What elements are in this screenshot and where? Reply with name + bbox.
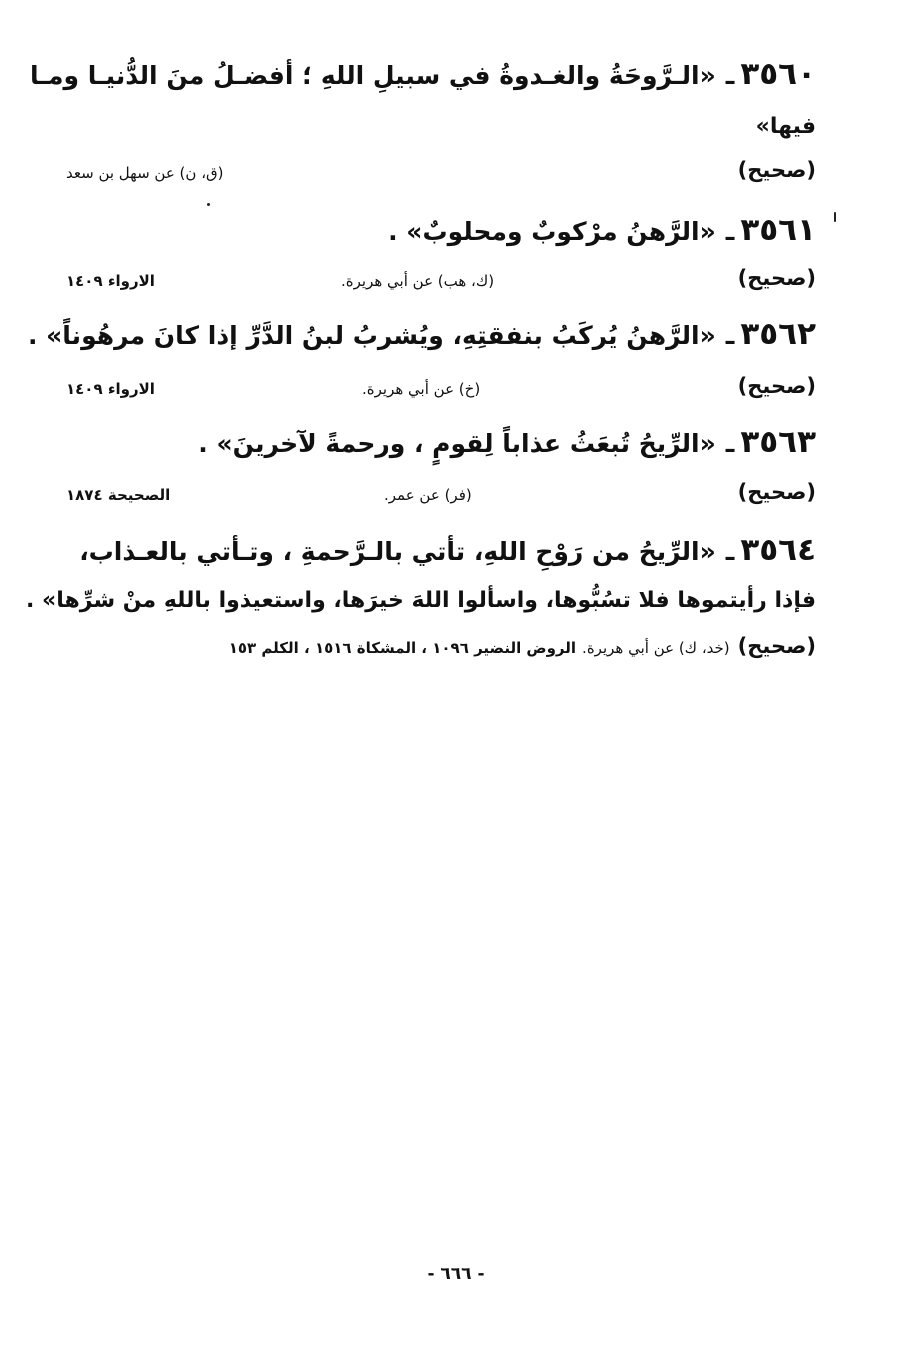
source-text: (ك، هب) عن أبي هريرة.	[341, 272, 495, 290]
grade-label: (صحيح)	[737, 374, 816, 398]
hadith-number: ٣٥٦٤	[740, 532, 816, 568]
hadith-3564-grade-row	[66, 634, 816, 658]
hadith-text: «الرِّيحُ تُبعَثُ عذاباً لِقومٍ ، ورحمةً لآخرينَ» .	[198, 429, 716, 458]
reference-text: الارواء ١٤٠٩	[66, 380, 155, 398]
reference-text: الروض النضير ١٠٩٦ ، المشكاة ١٥١٦ ، الكلم ١٥٣	[228, 639, 577, 657]
hadith-text: «الرَّهنُ مرْكوبٌ ومحلوبٌ» .	[388, 217, 716, 246]
hadith-3562-line-1	[27, 316, 816, 352]
source-text: (خد، ك) عن أبي هريرة.	[582, 639, 730, 657]
hadith-number: ٣٥٦٢	[740, 316, 816, 352]
reference-text: الصحيحة ١٨٧٤	[66, 486, 171, 504]
hadith-number: ٣٥٦٠	[740, 56, 816, 92]
reference-text: الارواء ١٤٠٩	[66, 272, 155, 290]
hadith-3561-grade-row	[66, 266, 816, 302]
hadith-3560-line-1	[30, 56, 816, 92]
dash: ـ	[725, 537, 735, 566]
hadith-number: ٣٥٦١	[740, 212, 816, 248]
hadith-number: ٣٥٦٣	[740, 424, 816, 460]
grade-label: (صحيح)	[737, 634, 816, 658]
scan-speck	[834, 212, 836, 222]
dash: ـ	[725, 429, 735, 458]
hadith-text: «الـرَّوحَةُ والغـدوةُ في سبيلِ اللهِ ؛ أفضـلُ منَ الدُّنيـا ومـا	[30, 61, 716, 90]
dash: ـ	[725, 61, 735, 90]
grade-label: (صحيح)	[737, 266, 816, 290]
hadith-3564-line-1	[66, 532, 816, 568]
grade-label: (صحيح)	[737, 480, 816, 504]
hadith-3560-grade-row	[66, 158, 816, 194]
dash: ـ	[725, 217, 735, 246]
page-number: - ٦٦٦ -	[427, 1264, 485, 1284]
grade-label: (صحيح)	[737, 158, 816, 182]
source-text: (فر) عن عمر.	[384, 486, 472, 504]
hadith-3564-line-2: فإذا رأيتموها فلا تسُبُّوها، واسألوا اللهَ خيرَها، واستعيذوا باللهِ منْ شرِّها» .	[26, 588, 816, 613]
hadith-text: «الرَّهنُ يُركَبُ بنفقتِهِ، ويُشربُ لبنُ الدَّرِّ إذا كانَ مرهُوناً» .	[27, 321, 716, 350]
scan-speck	[207, 203, 210, 206]
source-text: (ق، ن) عن سهل بن سعد	[66, 164, 224, 182]
hadith-3561-line-1	[66, 212, 816, 248]
source-text: (خ) عن أبي هريرة.	[362, 380, 481, 398]
hadith-3562-grade-row	[66, 374, 816, 410]
hadith-3560-line-2: فيها»	[755, 114, 816, 139]
dash: ـ	[725, 321, 735, 350]
hadith-text: «الرِّيحُ من رَوْحِ اللهِ، تأتي بالـرَّحمةِ ، وتـأتي بالعـذاب،	[79, 537, 716, 566]
hadith-3563-grade-row	[66, 480, 816, 516]
hadith-3563-line-1	[66, 424, 816, 460]
